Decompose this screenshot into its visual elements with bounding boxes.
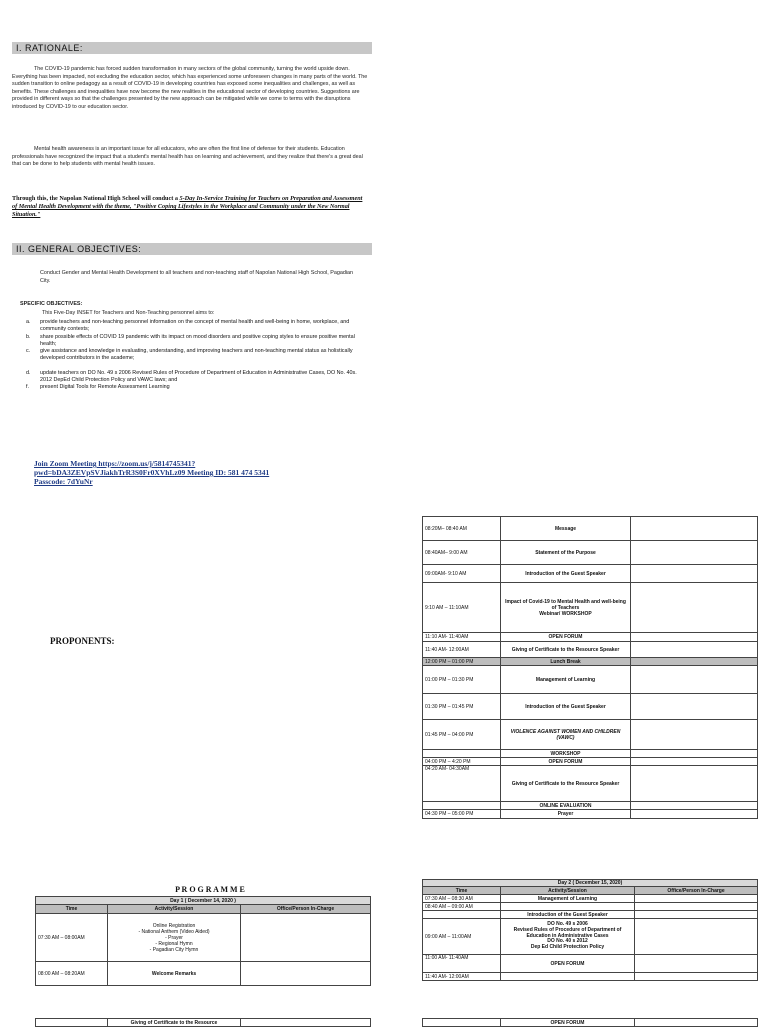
objective-label: d. [26,369,31,376]
zoom-meeting-info [34,459,364,486]
time-cell: 12:00 PM – 01:00 PM [423,658,501,666]
activity-cell: OPEN FORUM [501,955,635,973]
time-cell: 07:30 AM – 08:30 AM [423,895,501,903]
day1-afternoon-table [422,516,758,819]
time-cell: 04:20 AM- 04:30AM [423,766,501,802]
time-cell [423,750,501,758]
activity-cell: Giving of Certificate to the Resource Speaker [501,766,631,802]
activity-cell: OPEN FORUM [501,1019,635,1027]
activity-cell: Management of Learning [501,666,631,694]
activity-cell [501,973,635,981]
table-row [36,962,371,986]
zoom-passcode: Passcode: 7dYuNr [34,477,93,486]
time-cell: 11:40 AM- 12:00AM [423,642,501,658]
time-cell: 07:30 AM – 08:00AM [36,914,108,962]
objective-d [26,370,368,385]
time-cell: 08:40 AM – 09:00 AM [423,903,501,911]
time-cell: 04:00 PM – 4:20 PM [423,758,501,766]
time-cell: 09:00 AM – 11:00AM [423,919,501,955]
day2-table [422,879,758,981]
activity-cell: Management of Learning [501,895,635,903]
activity-cell: DO No. 49 s 2006 Revised Rules of Procedure of Department of Education in Administrative Cases DO No. 40 s 2012 Dep Ed Child Protection Policy [501,919,635,955]
rationale-paragraph-1: The COVID-19 pandemic has forced sudden transformation in many sectors of the global community, turning the world upside down. Everything has been impacted, not excluding the education sector, which has experienced some unforeseen changes in many parts of the world. The sudden transition to online pedagogy as a result of COVID-19 in developing countries has exposed some inequalities and challenges, as well as benefits. These challenges and inequalities have now become the new realities in the educational sector of developing countries. Suggestions are provided in different ways so that the challenges presented by the new approach can be mitigated while we come to terms with the disruptions introduced by COVID-19 to our education sector. [12,66,368,110]
general-objective: Conduct Gender and Mental Health Development to all teachers and non-teaching staff of Napolan National High School, Pagadian City. [40,270,354,284]
day1-continued-table [35,1018,371,1027]
objective-a [26,319,368,334]
activity-cell: Message [501,517,631,541]
objective-label: f. [26,384,29,391]
objective-text: give assistance and knowledge in evaluating, understanding, and improving teachers and non-teaching mental status as holistically developed contributors in the academe; [40,348,353,362]
rationale-p3-start: Through this, the Napolan National High School will conduct a [12,195,180,202]
time-cell: 01:30 PM – 01:45 PM [423,694,501,720]
specific-objectives-heading: SPECIFIC OBJECTIVES: [20,301,83,307]
activity-cell: VIOLENCE AGAINST WOMEN AND CHILDREN (VAWC) [501,720,631,750]
col-time: Time [36,905,108,914]
objectives-heading: II. GENERAL OBJECTIVES: [12,243,372,255]
rationale-heading: I. RATIONALE: [12,42,372,54]
zoom-link-line-1[interactable]: Join Zoom Meeting https://zoom.us/j/5814745341? [34,459,196,468]
time-cell: 11:10 AM- 11:40AM [423,633,501,642]
objective-text: present Digital Tools for Remote Assessment Learning [40,384,170,391]
objective-c [26,348,368,363]
office-cell [241,962,371,986]
col-activity: Activity/Session [501,887,635,895]
activity-cell: Introduction of the Guest Speaker [501,911,635,919]
activity-cell: WORKSHOP [501,750,631,758]
day1-table [35,896,371,986]
time-cell: 04:30 PM – 05:00 PM [423,810,501,819]
col-office: Office/Person In-Charge [241,905,371,914]
activity-cell: OPEN FORUM [501,633,631,642]
col-activity: Activity/Session [108,905,241,914]
activity-cell: OPEN FORUM [501,758,631,766]
rationale-paragraph-3 [12,195,368,220]
activity-cell: Prayer [501,810,631,819]
zoom-link-line-2[interactable]: pwd=bDA3ZEVpSVJiakhTrR3S0Fr0XVhLz09 Meeting ID: 581 474 5341 [34,468,270,477]
objective-text: provide teachers and non-teaching personnel information on the concept of mental health and well-being in home, workplace, and community contexts; [40,319,350,333]
activity-cell: Lunch Break [501,658,631,666]
time-cell: 08:00 AM – 08:20AM [36,962,108,986]
time-cell: 08:40AM– 9:00 AM [423,541,501,565]
objective-text: share possible effects of COVID 19 pandemic with its impact on mood disorders and positive coping styles to ensure positive mental health; [40,333,355,347]
time-cell: 9:10 AM – 11:10AM [423,583,501,633]
time-cell: 11:40 AM- 12:00AM [423,973,501,981]
day2-continued-table [422,1018,758,1027]
day2-heading: Day 2 ( December 15, 2020) [423,880,758,887]
time-cell: 01:45 PM – 04:00 PM [423,720,501,750]
office-cell [241,914,371,962]
specific-objectives-intro: This Five-Day INSET for Teachers and Non-Teaching personnel aims to: [42,310,215,316]
rationale-p3-theme: 5-Day In-Service Training for Teachers on Preparation and Assessment of Mental Health Development with the theme, "Positive Coping Lifestyles in the Workplace and Community under the New Normal Situation." [12,195,363,219]
time-cell [423,911,501,919]
proponents-label: PROPONENTS: [50,636,115,646]
activity-cell: Giving of Certificate to the Resource Speaker [501,642,631,658]
objective-label: a. [26,319,31,325]
time-cell [423,802,501,810]
objective-label: c. [26,348,31,355]
col-time: Time [423,887,501,895]
activity-cell [501,903,635,911]
day1-heading: Day 1 ( December 14, 2020 ) [36,897,371,905]
objective-f [26,384,368,391]
activity-cell: Welcome Remarks [108,962,241,986]
activity-cell: Impact of Covid-19 to Mental Health and well-being of Teachers Webinar/ WORKSHOP [501,583,631,633]
activity-cell: Introduction of the Guest Speaker [501,694,631,720]
programme-title: P R O G R A M M E [175,885,245,894]
time-cell: 08:20M– 08:40 AM [423,517,501,541]
col-office: Office/Person In-Charge [635,887,758,895]
activity-cell: Statement of the Purpose [501,541,631,565]
objective-label: b. [26,333,31,340]
activity-cell: Online Registration - National Anthem (Video Aided) - Prayer - Regional Hymn - Pagadian City Hymn [108,914,241,962]
activity-cell: Giving of Certificate to the Resource [108,1019,241,1027]
specific-objectives-list [26,319,368,392]
table-row [36,914,371,962]
time-cell: 11:00 AM- 11:40AM [423,955,501,973]
time-cell: 01:00 PM – 01:30 PM [423,666,501,694]
rationale-paragraph-2: Mental health awareness is an important issue for all educators, who are often the first line of defense for their students. Education professionals have recognized the impact that a student's mental health has on learning and achievement, and they realize that there's a great deal that can be done to help students with mental health issues. [12,146,363,168]
activity-cell: Introduction of the Guest Speaker [501,565,631,583]
objective-text: update teachers on DO No. 49 s 2006 Revised Rules of Procedure of Department of Education in Administrative Cases, DO No. 40s. 2012 DepEd Child Protection Policy and VAWC laws; and [40,369,357,384]
objective-b [26,334,368,349]
time-cell: 09:00AM- 9:10 AM [423,565,501,583]
activity-cell: ONLINE EVALUATION [501,802,631,810]
